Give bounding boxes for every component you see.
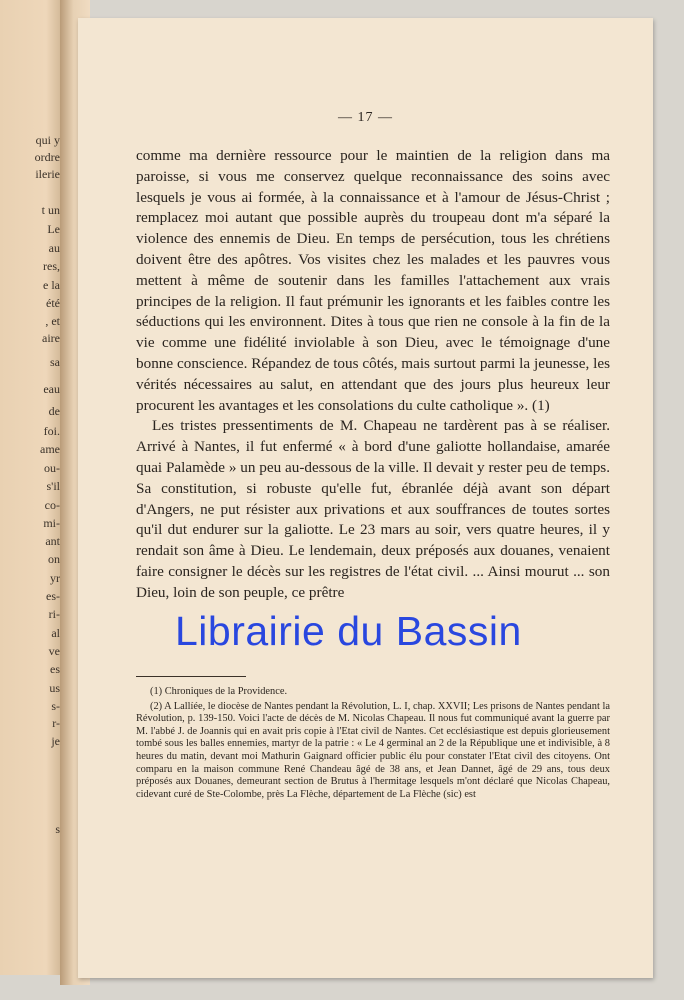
left-page-fragment: s-: [51, 699, 60, 713]
left-page-fragment: s: [55, 822, 60, 836]
paragraph: comme ma dernière ressource pour le maintien de la religion dans ma paroisse, si vous me conservez quelque reconnaissance des soins avec lesquels je vous ai formée, à la connaissance et à l'amour de Jésus-Christ ; remplacez moi autant que possible auprès du troupeau dont m'a séparé la violence des ennemis de Dieu. En temps de persécution, tous les chrétiens doivent être des apôtres. Vos visites chez les malades et les pauvres vous mettent à même de soutenir dans les familles l'attachement aux vrais principes de la religion. Il faut prémunir les ignorants et les faibles contre les séductions qui les environnent. Dites à tous que rien ne console à la fin de la vie comme une fidélité inviolable à son Dieu, avec le témoignage d'une bonne conscience. Répandez de tous côtés, mais surtout parmi la jeunesse, les vérités nécessaires au salut, en attendant que des jours plus heureux leur procurent les avantages et les consolations du culte catholique ». (1): [136, 147, 610, 414]
left-page-fragment: au: [48, 241, 60, 255]
watermark: Librairie du Bassin: [175, 608, 522, 654]
left-page-edge: [0, 0, 66, 975]
paragraph: Les tristes pressentiments de M. Chapeau ne tardèrent pas à se réaliser. Arrivé à Nantes, il fut enfermé « à bord d'une galiotte hollandaise, amarée quai Palamède » un peu au-dessous de la ville. Il devait y rester peu de temps. Sa constitution, si robuste qu'elle fut, ébranlée déjà avant son départ d'Angers, ne put résister aux privations et aux souffrances de toutes sortes qu'il dut endurer sur la galiotte. Le 23 mars au soir, vers quatre heures, il y rendait son âme à Dieu. Le lendemain, deux préposés aux douanes, venaient faire consigner le décès sur les registres de l'état civil. ... Ainsi mourut ... son Dieu, loin de son peuple, ce prêtre: [136, 417, 610, 601]
book-page: [78, 18, 653, 978]
page-number: — 17 —: [338, 110, 393, 125]
left-page-fragment: on: [48, 552, 60, 566]
left-page-fragment: foi.: [43, 424, 60, 438]
left-page-fragment: ve: [48, 644, 60, 658]
left-page-fragment: qui y: [35, 133, 60, 147]
footnote: (2) A Lallíée, le diocèse de Nantes pendant la Révolution, L. I, chap. XXVII; Les prisons de Nantes pendant la Révolution, p. 139-150. Voici l'acte de décès de M. Nicolas Chapeau. Il nous fut communiqué avant la guerre par M. l'abbé J. de Joannis qui en avait pris copie à l'Etat civil de Nantes. Cet ecclésiastique est depuis glorieusement tombé sous les balles ennemies, martyr de la patrie : « Le 4 germinal an 2 de la République une et indivisible, à 8 heures du matin, devant moi Mathurin Gaignard officier public élu pour constater l'Etat civil des citoyens. Ont comparu en la maison commune René Chandeau âgé de 38 ans, et Jean Dannet, âgé de 29 ans, tous deux préposés aux Douanes, demeurant section de Brutus à l'hermitage lesquels m'ont déclaré que Nicolas Chapeau, cidevant curé de Ste-Colombe, près La Flèche, département de La Flèche (sic) est: [136, 700, 610, 800]
left-page-fragment: , et: [45, 314, 60, 328]
left-page-fragment: eau: [43, 382, 60, 396]
left-page-fragment: de: [48, 404, 60, 418]
left-page-fragment: je: [51, 734, 60, 748]
left-page-fragment: ri-: [48, 607, 60, 621]
footnote-separator: [136, 676, 246, 677]
left-page-fragment: r-: [52, 716, 60, 730]
left-page-fragment: aire: [42, 331, 60, 345]
left-page-fragment: co-: [44, 498, 60, 512]
left-page-fragment: e la: [43, 278, 60, 292]
left-page-fragment: t un: [41, 203, 60, 217]
left-page-fragment: es-: [46, 589, 60, 603]
footnotes: [136, 686, 610, 803]
left-page-fragment: Le: [47, 222, 60, 236]
left-page-fragment: ame: [40, 442, 60, 456]
left-page-fragment: al: [51, 626, 60, 640]
left-page-fragment: yr: [50, 571, 60, 585]
left-page-fragment: us: [49, 681, 60, 695]
left-page-fragment: ou-: [44, 461, 60, 475]
left-page-fragment: res,: [43, 259, 60, 273]
footnote: (1) Chroniques de la Providence.: [150, 686, 288, 697]
left-page-fragment: sa: [50, 355, 60, 369]
left-page-fragment: ant: [45, 534, 60, 548]
left-page-fragment: été: [46, 296, 60, 310]
left-page-fragment: s'il: [46, 479, 60, 493]
left-page-fragment: es: [50, 662, 60, 676]
left-page-fragment: mi-: [43, 516, 60, 530]
left-page-fragment: ilerie: [35, 167, 60, 181]
main-text: [136, 146, 610, 604]
left-page-fragment: ordre: [34, 150, 60, 164]
